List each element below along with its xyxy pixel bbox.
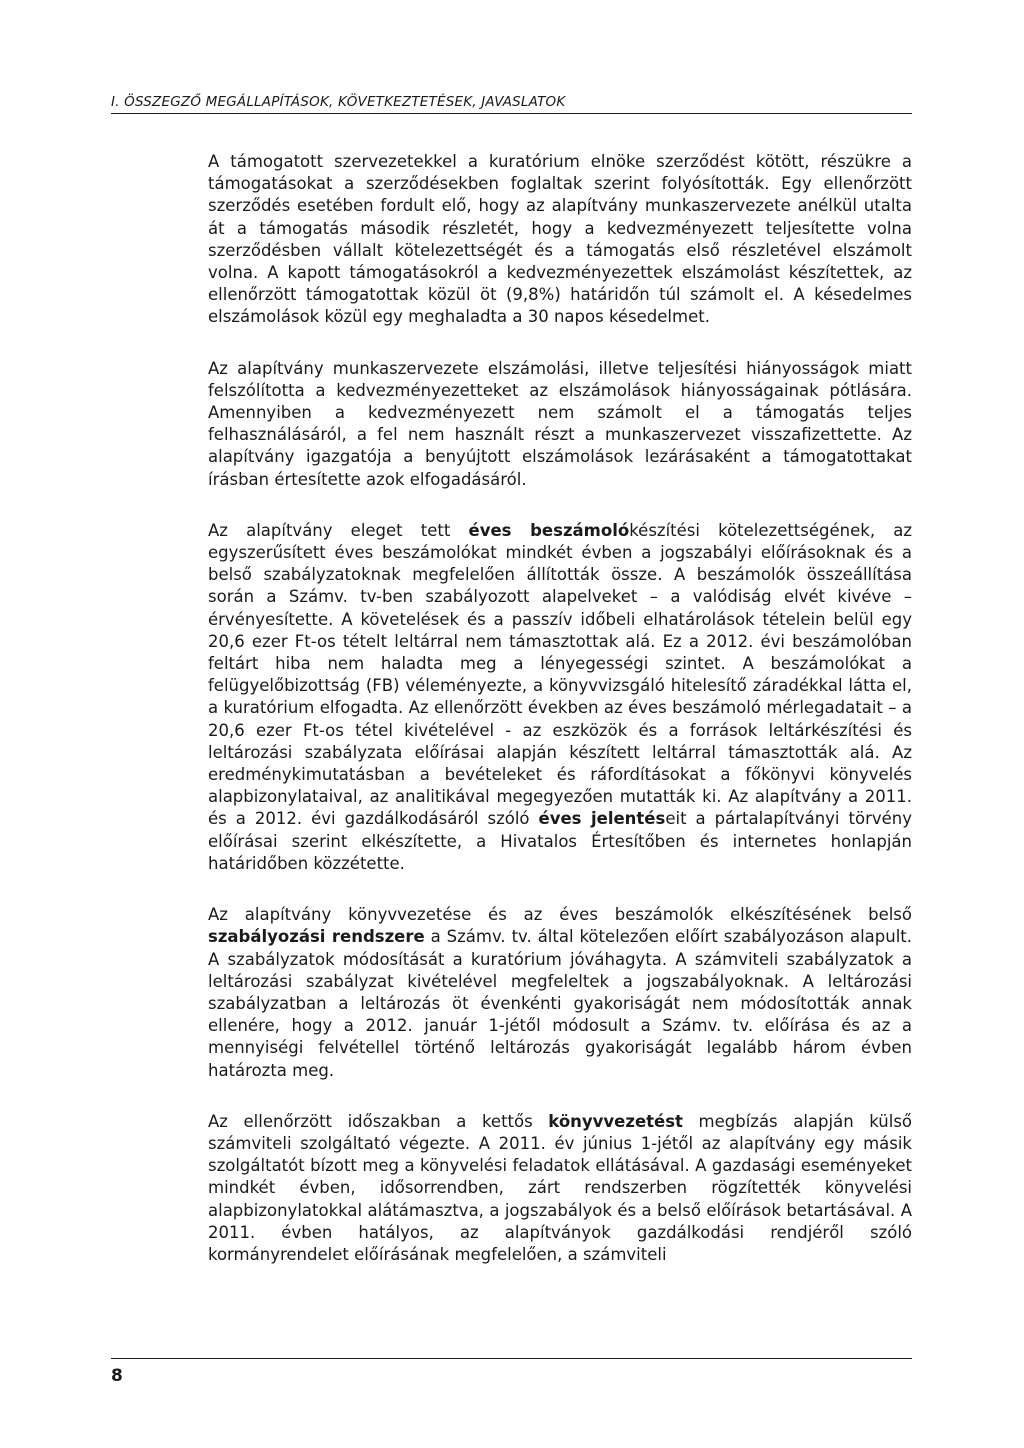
- running-header: I. ÖSSZEGZŐ MEGÁLLAPÍTÁSOK, KÖVETKEZTETÉSEK, JAVASLATOK: [111, 94, 566, 110]
- paragraph-text-start: Az alapítvány könyvvezetése és az éves beszámolók elkészítésének belső: [208, 905, 912, 925]
- paragraph-text-start: Az alapítvány eleget tett: [208, 520, 469, 540]
- bold-term-annual-statement: éves jelentés: [538, 809, 666, 829]
- paragraph-regulation-system: [208, 904, 912, 1082]
- paragraph-text: A támogatott szervezetekkel a kuratórium elnöke szerződést kötött, részükre a támogatásokat a szerződésekben foglaltak szerint folyósították. Egy ellenőrzött szerződés esetében fordult elő, hogy az alapítvány munkaszervezete anélkül utalta át a támogatás második részletét, hogy a kedvezményezett teljesítette volna szerződésben vállalt kötelezettségét és a támogatás első részletével elszámolt volna. A kapott támogatásokról a kedvezményezettek elszámolást készítettek, az ellenőrzött támogatottak közül öt (9,8%) határidőn túl számolt el. A késedelmes elszámolások közül egy meghaladta a 30 napos késedelmet.: [208, 152, 912, 327]
- header-rule: [111, 113, 912, 114]
- paragraph-text-end: megbízás alapján külső számviteli szolgáltató végezte. A 2011. év június 1-jétől az alapítvány egy másik szolgáltatót bízott meg a könyvelési feladatok ellátásával. A gazdasági eseményeket mindkét évben, idősorrendben, zárt rendszerben rögzítették könyvelési alapbizonylatokkal alátámasztva, a jogszabályok és a belső előírások betartásával. A 2011. évben hatályos, az alapítványok gazdálkodási rendjéről szóló kormányrendelet előírásának megfelelően, a számviteli: [208, 1111, 913, 1264]
- bold-term-regulation-system: szabályozási rendszere: [208, 927, 425, 947]
- paragraph-text-end: a Számv. tv. által kötelezően előírt szabályozáson alapult. A szabályzatok módosítását a kuratórium jóváhagyta. A számviteli szabályzatok a leltározási szabályzat kivételével megfeleltek a jogszabályoknak. A leltározási szabályzatban a leltározás öt évenkénti gyakoriságát nem módosították annak ellenére, hogy a 2012. január 1-jétől módosult a Számv. tv. előírása és az a mennyiségi felvétellel történő leltározás gyakoriságát legalább három évben határozta meg.: [208, 927, 912, 1080]
- paragraph-annual-report: [208, 520, 912, 875]
- footer-rule: [111, 1358, 912, 1359]
- document-body: [208, 151, 912, 1295]
- page-number: 8: [111, 1366, 123, 1386]
- paragraph-grant-contracts: [208, 151, 912, 329]
- paragraph-text-start: Az ellenőrzött időszakban a kettős: [208, 1111, 549, 1131]
- paragraph-text-end: eit a pártalapítványi törvény előírásai szerint elkészítette, a Hivatalos Értesítőben és internetes honlapján határidőben közzétette.: [208, 809, 912, 873]
- bold-term-annual-report: éves beszámoló: [468, 520, 630, 540]
- paragraph-bookkeeping: [208, 1111, 912, 1266]
- paragraph-settlement-deficiencies: [208, 358, 912, 491]
- paragraph-text: Az alapítvány munkaszervezete elszámolási, illetve teljesítési hiányosságok miatt felszólította a kedvezményezetteket az elszámolások hiányosságainak pótlására. Amennyiben a kedvezményezett nem számolt el a támogatás teljes felhasználásáról, a fel nem használt részt a munkaszervezet visszafizettette. Az alapítvány igazgatója a benyújtott elszámolások lezárásaként a támogatottakat írásban értesítette azok elfogadásáról.: [208, 358, 912, 489]
- bold-term-bookkeeping: könyvvezetést: [548, 1111, 683, 1131]
- paragraph-text-middle: készítési kötelezettségének, az egyszerűsített éves beszámolókat mindkét évben a jogszabályi előírásoknak és a belső szabályzatoknak megfelelően állították össze. A beszámolók összeállítása során a Számv. tv-ben szabályozott alapelveket – a valódiság elvét kivéve – érvényesítette. A követelések és a passzív időbeli elhatárolások tételein belül egy 20,6 ezer Ft-os tételt leltárral nem támasztottak alá. Ez a 2012. évi beszámolóban feltárt hiba nem haladta meg a lényegességi szintet. A beszámolókat a felügyelőbizottság (FB) véleményezte, a könyvvizsgáló hitelesítő záradékkal látta el, a kuratórium elfogadta. Az ellenőrzött években az éves beszámoló mérlegadatait – a 20,6 ezer Ft-os tétel kivételével - az eszközök és a források leltárkészítési és leltározási szabályzata előírásai alapján készített leltárral támasztották alá. Az eredménykimutatásban a bevételeket és ráfordításokat a főkönyvi könyvelés alapbizonylataival, az analitikával megegyezően mutatták ki. Az alapítvány a 2011. és a 2012. évi gazdálkodásáról szóló: [208, 520, 912, 829]
